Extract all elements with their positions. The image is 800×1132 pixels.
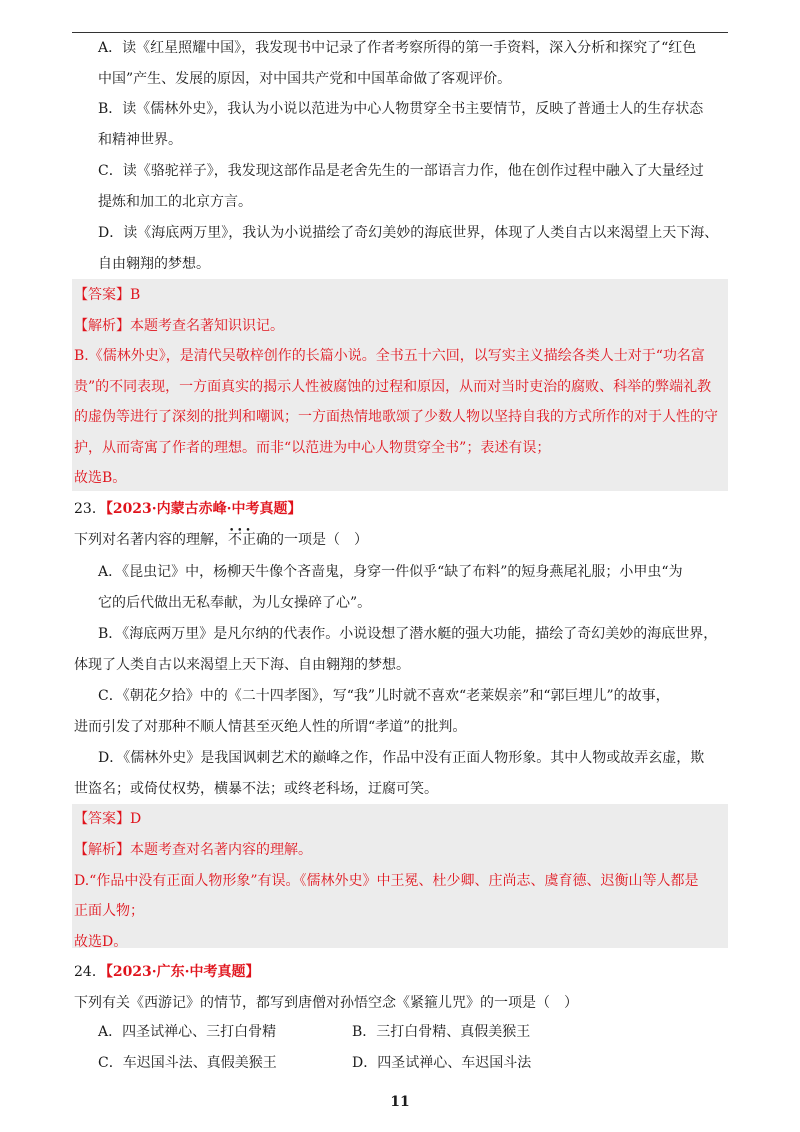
q23-option-b-line2: 体现了人类自古以来渴望上天下海、自由翱翔的梦想。	[74, 657, 410, 673]
q23-option-c-line2: 进而引发了对那种不顺人情甚至灭绝人性的所谓“孝道”的批判。	[74, 719, 467, 735]
q22-option-a-line1: A．读《红星照耀中国》，我发现书中记录了作者考察所得的第一手资料，深入分析和探究了“红色	[98, 40, 697, 56]
q23-stem-after: 的一项是（ ）	[270, 532, 368, 548]
q23-source: 【2023·内蒙古赤峰·中考真题】	[105, 501, 302, 517]
q24-option-c: C．车迟国斗法、真假美猴王	[98, 1055, 277, 1071]
q23-stem-emphasis: • • • 不正确	[228, 532, 270, 548]
q24-source: 【2023·广东·中考真题】	[105, 964, 260, 980]
q22-answer: 【答案】B	[74, 287, 141, 303]
q24-heading	[74, 962, 260, 982]
q23-option-d-line2: 世盗名；或倚仗权势，横暴不法；或终老科场，迂腐可笑。	[74, 781, 438, 797]
q22-analysis-line-1: B.《儒林外史》，是清代吴敬梓创作的长篇小说。全书五十六回，以写实主义描绘各类人士对于“功名富	[74, 348, 705, 364]
q23-answer: 【答案】D	[74, 811, 142, 827]
q22-option-d-line1: D．读《海底两万里》，我认为小说描绘了奇幻美妙的海底世界，体现了人类自古以来渴望上天下海、	[98, 225, 719, 241]
q24-option-b: B．三打白骨精、真假美猴王	[352, 1024, 531, 1040]
q22-analysis-head: 【解析】本题考查名著知识识记。	[74, 318, 284, 334]
q22-option-c-line1: C．读《骆驼祥子》，我发现这部作品是老舍先生的一部语言力作，他在创作过程中融入了大量经过	[98, 163, 704, 179]
q23-analysis-head: 【解析】本题考查对名著内容的理解。	[74, 842, 312, 858]
header-rule	[72, 32, 728, 33]
q22-analysis-line-2: 贵”的不同表现，一方面真实的揭示人性被腐蚀的过程和原因，从而对当时吏治的腐败、科举的弊端礼教	[74, 379, 712, 395]
q23-stem	[74, 530, 368, 550]
q22-option-d-line2: 自由翱翔的梦想。	[98, 256, 210, 272]
q22-option-b-line1: B．读《儒林外史》，我认为小说以范进为中心人物贯穿全书主要情节，反映了普通士人的生存状态	[98, 101, 704, 117]
q23-option-a-line1: A．《昆虫记》中，杨柳天牛像个吝啬鬼，身穿一件似乎“缺了布料”的短身燕尾礼服；小甲虫“为	[98, 564, 683, 580]
q23-option-b-line1: B．《海底两万里》是凡尔纳的代表作。小说设想了潜水艇的强大功能，描绘了奇幻美妙的海底世界，	[98, 626, 718, 642]
q23-option-a-line2: 它的后代做出无私奉献，为儿女操碎了心”。	[98, 595, 372, 611]
q23-analysis-line-1: D.“作品中没有正面人物形象”有误。《儒林外史》中王冕、杜少卿、庄尚志、虞育德、迟衡山等人都是	[74, 873, 699, 889]
q22-conclusion: 故选B。	[74, 470, 127, 486]
q22-analysis-line-4: 护，从而寄寓了作者的理想。而非“以范进为中心人物贯穿全书”；表述有误；	[74, 440, 551, 456]
q23-heading	[74, 499, 302, 519]
q24-option-d: D．四圣试禅心、车迟国斗法	[352, 1055, 532, 1071]
q22-option-c-line2: 提炼和加工的北京方言。	[98, 194, 252, 210]
q23-analysis-line-2: 正面人物；	[74, 903, 144, 919]
page-number: 11	[390, 1094, 410, 1110]
q24-option-a: A．四圣试禅心、三打白骨精	[98, 1024, 277, 1040]
q22-option-b-line2: 和精神世界。	[98, 132, 182, 148]
q23-option-d-line1: D．《儒林外史》是我国讽刺艺术的巅峰之作，作品中没有正面人物形象。其中人物或故弄玄虚，欺	[98, 750, 705, 766]
q23-conclusion: 故选D。	[74, 934, 128, 950]
q23-option-c-line1: C．《朝花夕拾》中的《二十四孝图》，写“我”儿时就不喜欢“老莱娱亲”和“郭巨埋儿”的故事，	[98, 688, 670, 704]
q23-stem-before: 下列对名著内容的理解，	[74, 532, 228, 548]
q22-analysis-line-3: 的虚伪等进行了深刻的批判和嘲讽；一方面热情地歌颂了少数人物以坚持自我的方式所作的对于人性的守	[74, 409, 718, 425]
q24-number: 24．	[74, 964, 106, 980]
q23-number: 23．	[74, 501, 106, 517]
q22-option-a-line2: 中国”产生、发展的原因，对中国共产党和中国革命做了客观评价。	[98, 71, 512, 87]
q24-stem: 下列有关《西游记》的情节，都写到唐僧对孙悟空念《紧箍儿咒》的一项是（ ）	[74, 995, 578, 1011]
